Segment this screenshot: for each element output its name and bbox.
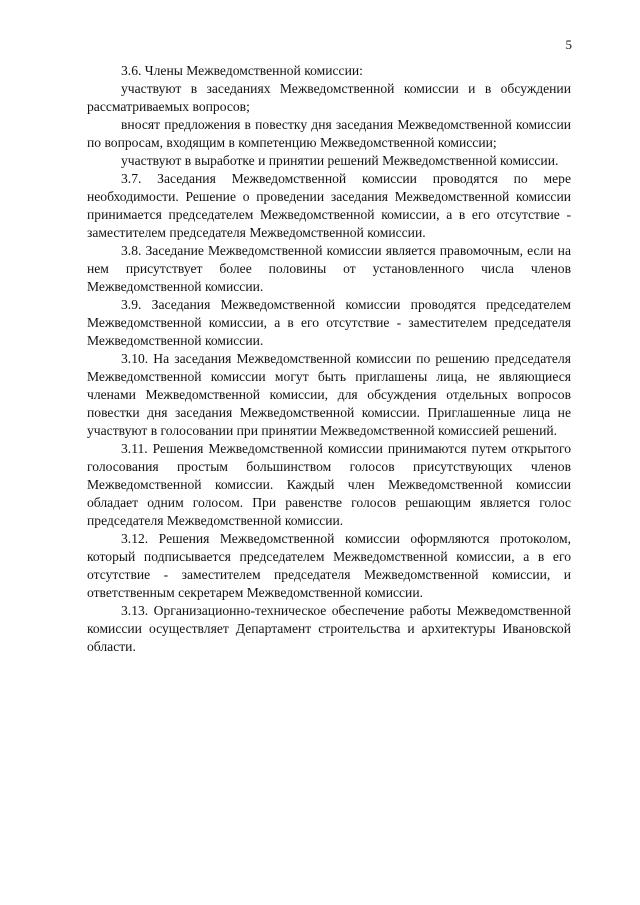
paragraph-3-10: 3.10. На заседания Межведомственной комиссии по решению председателя Межведомственной комиссии могут быть приглашены лица, не являющиеся членами Межведомственной комиссии, для обсуждения отдельных вопросов повестки дня заседания Межведомственной комиссии. Приглашенные лица не участвуют в голосовании при принятии Межведомственной комиссией решений. xyxy=(87,351,571,438)
paragraph-3-6-item-decisions: участвуют в выработке и принятии решений Межведомственной комиссии. xyxy=(121,153,559,168)
document-body xyxy=(87,62,571,656)
paragraph-3-8: 3.8. Заседание Межведомственной комиссии является правомочным, если на нем присутствует более половины от установленного числа членов Межведомственной комиссии. xyxy=(87,243,571,294)
paragraph-3-12: 3.12. Решения Межведомственной комиссии оформляются протоколом, который подписывается председателем Межведомственной комиссии, а в его отсутствие - заместителем председателя Межведомственной комиссии, и ответственным секретарем Межведомственной комиссии. xyxy=(87,531,571,600)
paragraph-3-11: 3.11. Решения Межведомственной комиссии принимаются путем открытого голосования простым большинством голосов присутствующих членов Межведомственной комиссии. Каждый член Межведомственной комиссии обладает одним голосом. При равенстве голосов решающим является голос председателя Межведомственной комиссии. xyxy=(87,441,571,528)
paragraph-3-7: 3.7. Заседания Межведомственной комиссии проводятся по мере необходимости. Решение о проведении заседания Межведомственной комиссии принимается председателем Межведомственной комиссии, а в его отсутствие - заместителем председателя Межведомственной комиссии. xyxy=(87,171,571,240)
paragraph-3-13: 3.13. Организационно-техническое обеспечение работы Межведомственной комиссии осуществляет Департамент строительства и архитектуры Ивановской области. xyxy=(87,603,571,654)
paragraph-3-6-item-proposals: вносят предложения в повестку дня заседания Межведомственной комиссии по вопросам, входящим в компетенцию Межведомственной комиссии; xyxy=(87,117,571,150)
paragraph-3-9: 3.9. Заседания Межведомственной комиссии проводятся председателем Межведомственной комиссии, а в его отсутствие - заместителем председателя Межведомственной комиссии. xyxy=(87,297,571,348)
page-number: 5 xyxy=(565,37,572,52)
paragraph-3-6-heading: 3.6. Члены Межведомственной комиссии: xyxy=(121,63,363,78)
paragraph-3-6-item-participate: участвуют в заседаниях Межведомственной комиссии и в обсуждении рассматриваемых вопросов; xyxy=(87,81,571,114)
